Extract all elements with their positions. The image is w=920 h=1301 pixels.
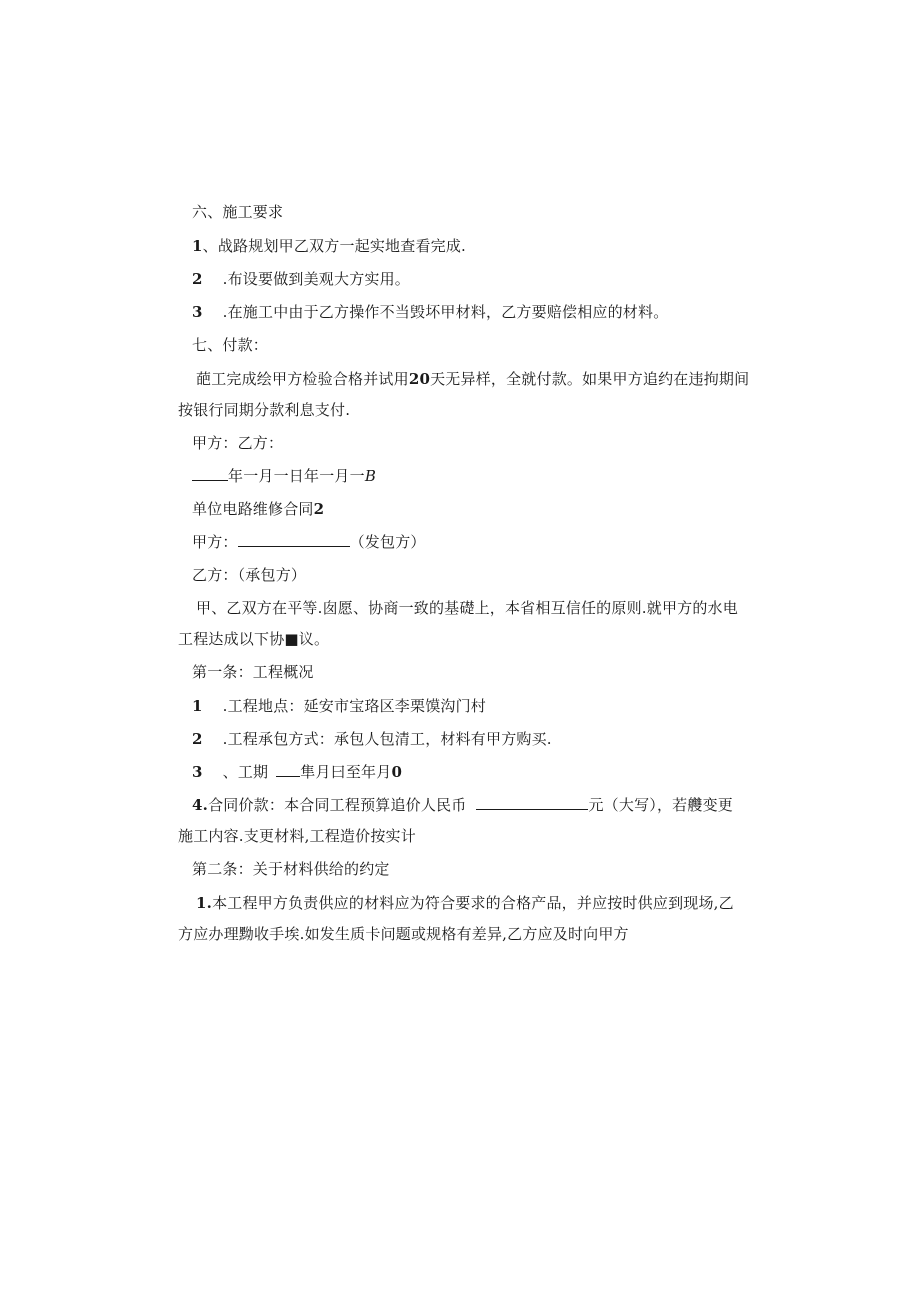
section-6-item-1 — [178, 236, 792, 256]
period-blank — [276, 762, 300, 777]
party-a-role: （发包方） — [349, 533, 426, 551]
payment-days: 20 — [408, 370, 431, 388]
intro-line-1: 甲、乙双方在平等.囱愿、协商一致的基礎上，本省相互信任的原则.就甲方的水电 — [196, 599, 738, 617]
party-b-line: 乙方：（承包方） — [192, 566, 307, 584]
intro-line-2: 工程达成以下协■议。 — [178, 630, 330, 648]
item-text: 0 — [391, 763, 403, 781]
article-1-title: 第一条：工程概况 — [192, 663, 314, 681]
item-number: 2 — [192, 270, 203, 288]
item-number: 3 — [192, 303, 203, 321]
item-text: .工程承包方式：承包人包清工，材料有甲方购买. — [222, 730, 552, 748]
item-number: 1 — [192, 697, 203, 715]
contract-title-text: 单位电路维修合同 — [192, 500, 314, 518]
item-text: .在施工中由于乙方操作不当毁坏甲材料，乙方要赔偿相应的材料。 — [222, 303, 669, 321]
contract-title-number: 2 — [313, 500, 325, 518]
payment-paragraph-line-1 — [178, 369, 796, 389]
payment-paragraph-line-2: 按银行同期分款利息支付. — [178, 401, 351, 419]
article-2-title: 第二条：关于材料供给的约定 — [192, 860, 390, 878]
article-1-item-4 — [178, 795, 792, 815]
section-6-item-2 — [178, 269, 792, 289]
date-blank — [192, 466, 228, 481]
article-1-item-4-line-2: 施工内容.支更材料,工程造价按实计 — [178, 827, 416, 845]
item-text: .工程地点：延安市宝珞区李栗馍沟门村 — [222, 697, 487, 715]
item-number: 2 — [192, 730, 203, 748]
item-text: .布设要做到美观大方实用。 — [222, 270, 411, 288]
date-end: B — [364, 467, 377, 485]
article-1-item-2 — [178, 729, 792, 749]
price-blank — [476, 795, 588, 810]
item-text: 合同价款：本合同工程预算追价人民币 — [208, 796, 467, 814]
article-2-item-1-line-2: 方应办理黝收手埃.如发生质卡问题或规格有差异,乙方应及时向甲方 — [178, 925, 629, 943]
item-number: 3 — [192, 763, 203, 781]
signature-line: 甲方：乙方： — [192, 434, 284, 452]
item-text: 、战路规划甲乙双方一起实地查看完成. — [202, 237, 467, 255]
date-line — [178, 466, 792, 486]
payment-text: 葩工完成绘甲方检验合格并试用 — [196, 370, 409, 388]
party-a-line — [178, 532, 792, 552]
contract-2-title — [178, 499, 792, 519]
article-1-item-1 — [178, 696, 792, 716]
section-6-title: 六、施工要求 — [192, 203, 284, 221]
date-text: 年一月一日年一月一 — [228, 467, 365, 485]
party-a-blank — [238, 532, 350, 547]
item-text: 本工程甲方负责供应的材料应为符合要求的合格产品，并应按时供应到现场,乙 — [212, 894, 734, 912]
item-text: 元（大写），若艭变更 — [588, 796, 733, 814]
item-number: 4. — [192, 796, 209, 814]
item-number: 1 — [192, 237, 203, 255]
item-number: 1. — [196, 894, 213, 912]
section-7-title: 七、付款： — [192, 336, 269, 354]
section-6-item-3 — [178, 302, 792, 322]
article-1-item-3 — [178, 762, 792, 782]
article-2-item-1 — [178, 893, 796, 913]
item-text: 、工期 — [222, 763, 269, 781]
payment-text: 天无异样，全就付款。如果甲方追约在违拘期间 — [430, 370, 750, 388]
item-text: 隼月曰至年月 — [300, 763, 392, 781]
party-a-label: 甲方： — [192, 533, 238, 551]
